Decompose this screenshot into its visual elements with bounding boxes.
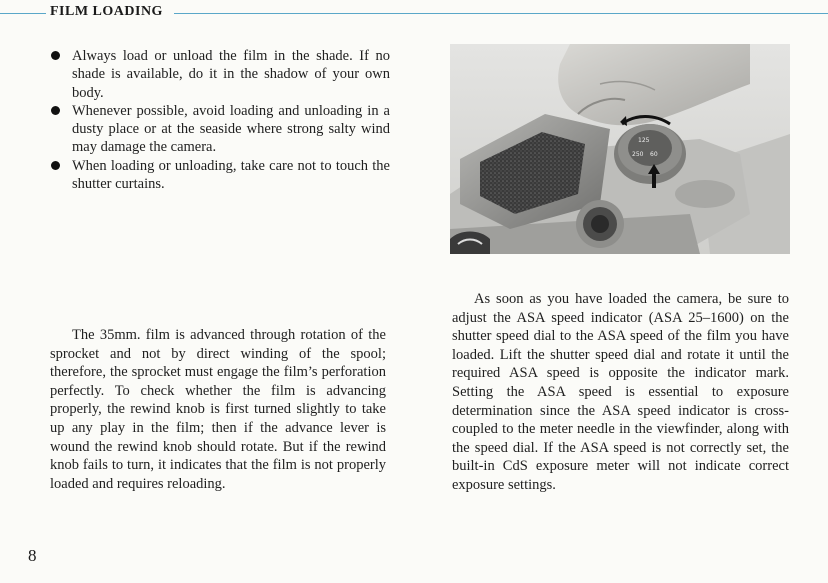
svg-text:125: 125: [638, 137, 650, 144]
bullet-icon: [51, 51, 60, 60]
camera-photo: [450, 44, 790, 254]
asa-paragraph: As soon as you have loaded the camera, be sure to adjust the ASA speed indicator (ASA 25–1600) on the shutter speed dial to the ASA speed of the film you have loaded. Lift the shutter speed dial and rotate it until the required ASA speed is opposite the indicator mark. Setting the ASA speed is essential to exposure determination since the ASA speed indicator is cross-coupled to the meter needle in the viewfinder, along with the speed dial. If the ASA speed is not correctly set, the built-in CdS exposure meter will not indicate correct exposure settings.: [452, 291, 789, 493]
list-item: [50, 47, 390, 102]
list-item-text: Whenever possible, avoid loading and unloading in a dusty place or at the seaside where strong salty wind may damage the camera.: [72, 102, 390, 156]
camera-illustration: [450, 44, 790, 254]
svg-text:250: 250: [632, 151, 644, 158]
sprocket-paragraph: The 35mm. film is advanced through rotation of the sprocket and not by direct winding of the spool; therefore, the sprocket must engage the film’s perforation perfectly. To check whether the film is advancing properly, the rewind knob is first turned slightly to take up any play in the film; then if the advance lever is wound the rewind knob should rotate. But if the rewind knob fails to turn, it indicates that the film is not properly loaded and requires reloading.: [50, 327, 386, 492]
list-item: [50, 102, 390, 157]
precautions-list: [50, 47, 390, 193]
bullet-icon: [51, 106, 60, 115]
header-rule-left: [0, 13, 46, 14]
list-item-text: Always load or unload the film in the shade. If no shade is available, do it in the shadow of your own body.: [72, 48, 390, 101]
header-rule-right: [174, 13, 828, 14]
list-item-text: When loading or unloading, take care not to touch the shutter curtains.: [72, 157, 390, 193]
list-item: [50, 157, 390, 194]
svg-text:60: 60: [650, 151, 658, 158]
bullet-icon: [51, 161, 60, 170]
section-title: FILM LOADING: [50, 4, 163, 19]
page-number: 8: [28, 546, 37, 565]
